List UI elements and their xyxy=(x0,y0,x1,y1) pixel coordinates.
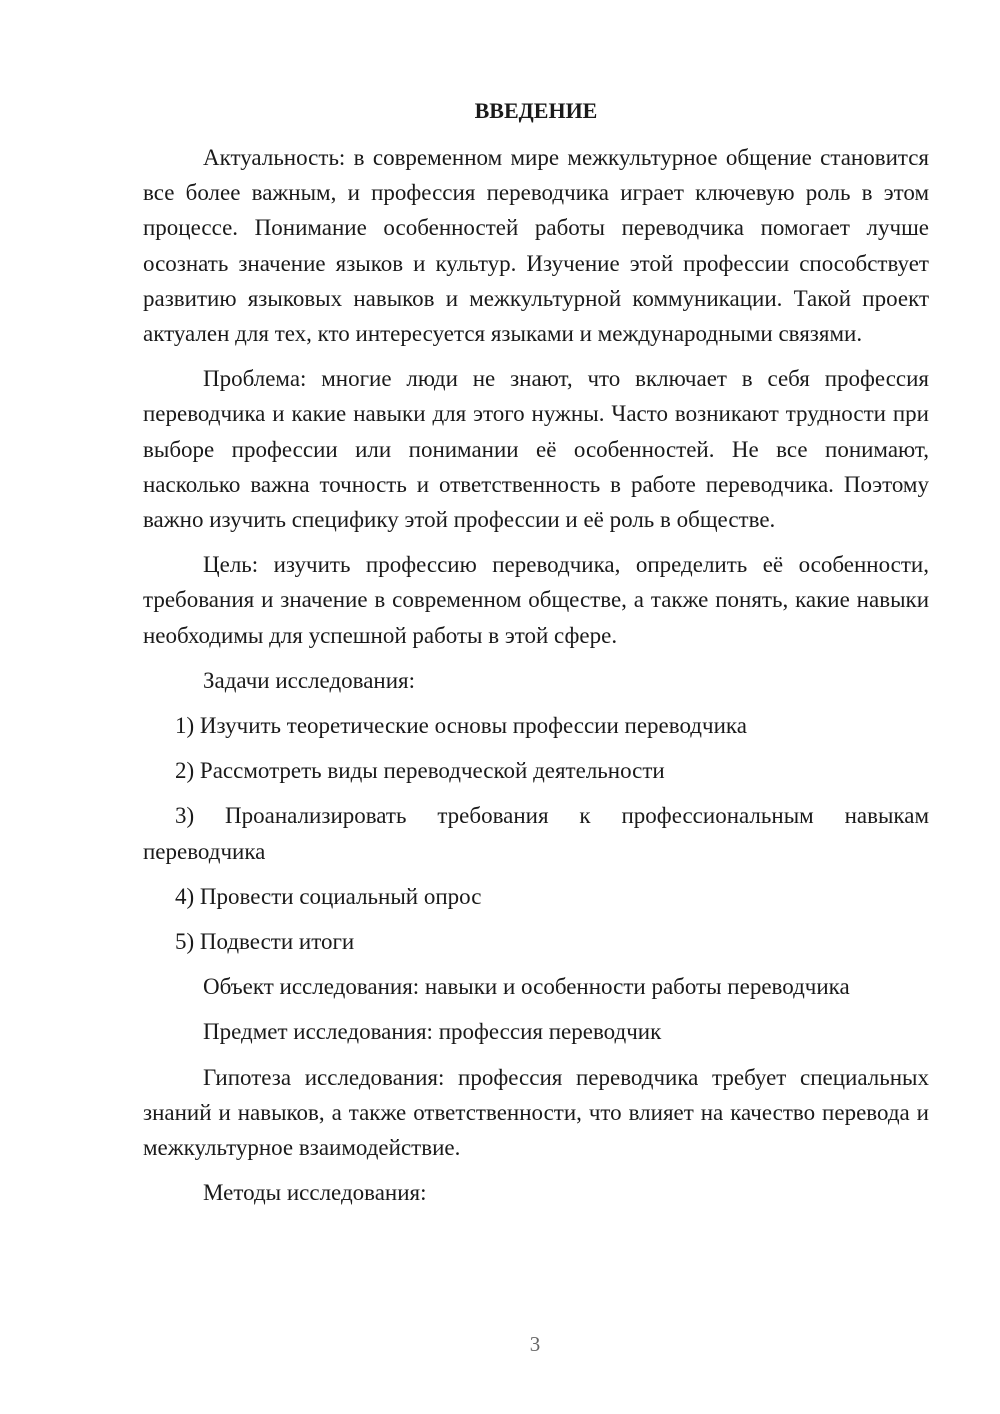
goal-paragraph: Цель: изучить профессию переводчика, определить её особенности, требования и значение в современном обществе, а также понять, какие навыки необходимы для успешной работы в этой сфере. xyxy=(143,552,929,648)
methods-heading: Методы исследования: xyxy=(203,1180,427,1206)
task-item: 4) Провести социальный опрос xyxy=(175,883,482,909)
task-item: 1) Изучить теоретические основы профессии переводчика xyxy=(175,713,747,739)
problem-paragraph: Проблема: многие люди не знают, что включает в себя профессия переводчика и какие навыки для этого нужны. Часто возникают трудности при выборе профессии или понимании её особенностей. Не все понимают, насколько важна точность и ответственность в работе переводчика. Поэтому важно изучить специфику этой профессии и её роль в обществе. xyxy=(143,366,929,533)
task-item: 5) Подвести итоги xyxy=(175,929,355,955)
document-page xyxy=(143,94,929,1220)
relevance-paragraph: Актуальность: в современном мире межкультурное общение становится все более важным, и профессия переводчика играет ключевую роль в этом процессе. Понимание особенностей работы переводчика помогает лучше осознать значение языков и культур. Изучение этой профессии способствует развитию языковых навыков и межкультурной коммуникации. Такой проект актуален для тех, кто интересуется языками и международными связями. xyxy=(143,145,929,347)
tasks-heading: Задачи исследования: xyxy=(203,667,416,693)
object-paragraph: Объект исследования: навыки и особенности работы переводчика xyxy=(203,974,850,1000)
section-title: ВВЕДЕНИЕ xyxy=(474,98,598,123)
hypothesis-paragraph: Гипотеза исследования: профессия переводчика требует специальных знаний и навыков, а также ответственности, что влияет на качество перевода и межкультурное взаимодействие. xyxy=(143,1064,929,1161)
page-number: 3 xyxy=(529,1332,541,1356)
task-item: 3) Проанализировать требования к профессиональным навыкам переводчика xyxy=(143,803,929,864)
task-item: 2) Рассмотреть виды переводческой деятельности xyxy=(175,758,665,784)
subject-paragraph: Предмет исследования: профессия переводчик xyxy=(203,1019,662,1045)
